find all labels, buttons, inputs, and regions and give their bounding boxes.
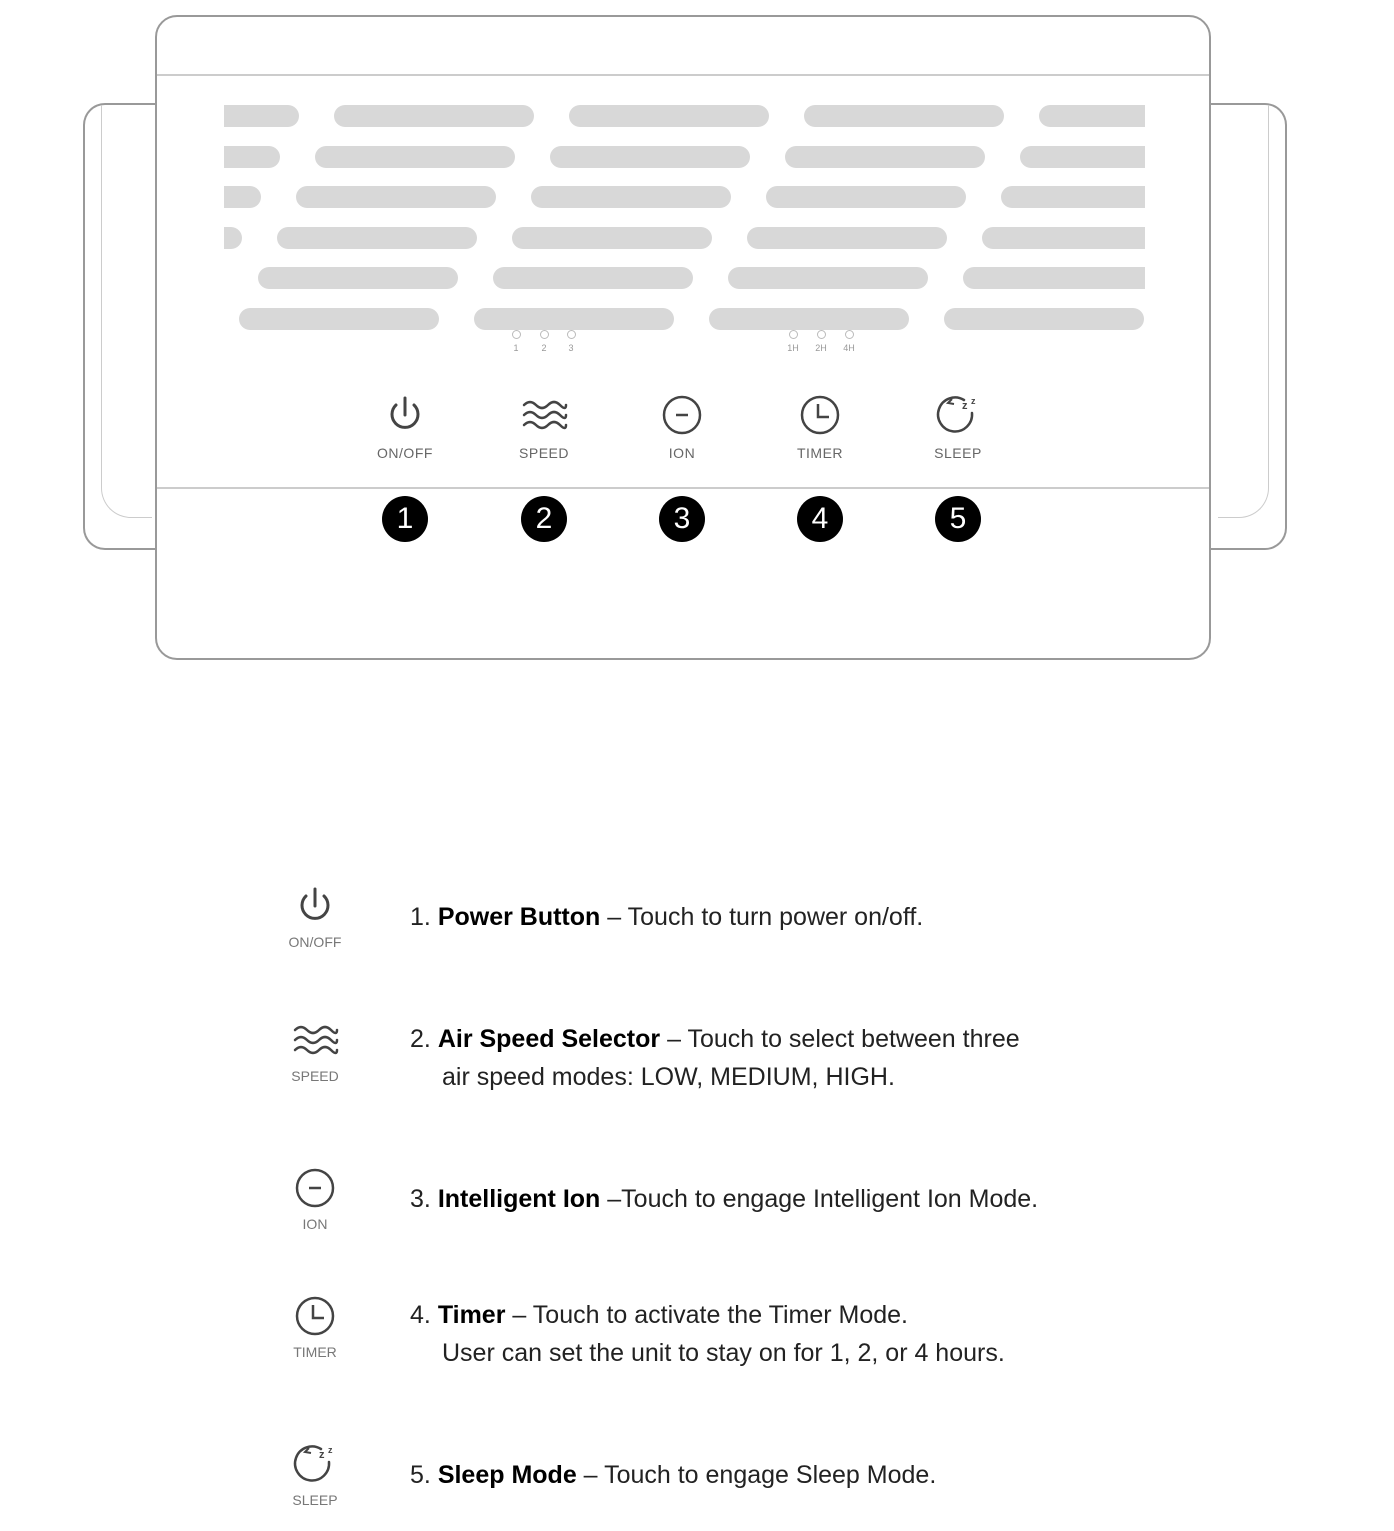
vent-slot (334, 105, 534, 127)
ion-icon (660, 393, 704, 437)
vent-slot (512, 227, 712, 249)
ion-button[interactable] (622, 393, 742, 461)
purifier-panel (155, 15, 1211, 660)
legend-icon-label: SLEEP (292, 1492, 338, 1508)
item-desc: – Touch to select between three (660, 1025, 1020, 1053)
timer-led-1h: 1H (783, 330, 803, 353)
vent-slot (493, 267, 693, 289)
power-icon (293, 884, 337, 928)
vent-slot (982, 227, 1145, 249)
number-badge: 2 (521, 496, 567, 542)
vent-slot (569, 105, 769, 127)
item-number: 1. (410, 903, 431, 931)
vent-slot (785, 146, 985, 168)
vent-slot (224, 186, 261, 208)
button-label: SPEED (519, 445, 569, 461)
speed-led-2: 2 (534, 330, 554, 353)
sleep-button[interactable] (898, 393, 1018, 461)
speed-led-1: 1 (506, 330, 526, 353)
legend-icon-group (270, 884, 360, 950)
speed-button[interactable] (484, 393, 604, 461)
legend-description (410, 1180, 1038, 1218)
number-badge: 4 (797, 496, 843, 542)
vent-slot (963, 267, 1145, 289)
vent-slot (550, 146, 750, 168)
item-number: 4. (410, 1301, 431, 1329)
vent-slot (728, 267, 928, 289)
vent-slot (258, 267, 458, 289)
legend-icon-group (270, 1442, 360, 1508)
item-desc: – Touch to turn power on/off. (600, 903, 924, 931)
svg-text:z: z (971, 396, 976, 406)
speed-led-3: 3 (561, 330, 581, 353)
timer-led-2h: 2H (811, 330, 831, 353)
vent-slot (224, 227, 242, 249)
vent-slot (766, 186, 966, 208)
legend-icon-label: ON/OFF (288, 934, 342, 950)
vent-slot (296, 186, 496, 208)
legend-icon-label: SPEED (291, 1068, 339, 1084)
item-title: Power Button (437, 903, 601, 931)
item-title: Air Speed Selector (437, 1025, 661, 1053)
item-number: 5. (410, 1461, 431, 1489)
sleep-icon (291, 1442, 339, 1486)
item-desc: – Touch to activate the Timer Mode. (505, 1301, 908, 1329)
button-label: ON/OFF (377, 445, 433, 461)
svg-text:z: z (962, 400, 968, 412)
vent-slot (1001, 186, 1145, 208)
vent-slot (224, 105, 299, 127)
vent-slot (224, 146, 280, 168)
legend-icon-group (270, 1018, 360, 1084)
power-icon (383, 393, 427, 437)
vent-slot (474, 308, 674, 330)
item-number: 3. (410, 1185, 431, 1213)
number-badge: 3 (659, 496, 705, 542)
vent-slot (1020, 146, 1145, 168)
item-title: Timer (437, 1301, 506, 1329)
sleep-icon (934, 393, 982, 437)
legend-description (410, 1020, 1020, 1096)
timer-icon (798, 393, 842, 437)
item-number: 2. (410, 1025, 431, 1053)
item-title: Intelligent Ion (437, 1185, 601, 1213)
number-badge: 1 (382, 496, 428, 542)
number-badge: 5 (935, 496, 981, 542)
vent-slot (531, 186, 731, 208)
power-button[interactable] (345, 393, 465, 461)
legend-description (410, 1456, 936, 1494)
legend-icon-group (270, 1294, 360, 1360)
legend-icon-group (270, 1166, 360, 1232)
legend-description (410, 898, 923, 936)
timer-led-4h: 4H (839, 330, 859, 353)
item-desc: – Touch to engage Sleep Mode. (576, 1461, 937, 1489)
svg-text:z: z (319, 1449, 325, 1461)
item-desc-cont: air speed modes: LOW, MEDIUM, HIGH. (442, 1063, 895, 1091)
vent-slot (1039, 105, 1145, 127)
vent-slot (944, 308, 1144, 330)
timer-icon (293, 1294, 337, 1338)
item-desc: –Touch to engage Intelligent Ion Mode. (600, 1185, 1039, 1213)
legend-icon-label: TIMER (293, 1344, 337, 1360)
button-label: TIMER (796, 445, 844, 461)
legend-description (410, 1296, 1005, 1372)
button-label: SLEEP (934, 445, 982, 461)
vent-slot (709, 308, 909, 330)
svg-text:z: z (328, 1445, 333, 1455)
vent-slot (747, 227, 947, 249)
legend-icon-label: ION (302, 1216, 328, 1232)
vent-slot (315, 146, 515, 168)
divider (157, 74, 1209, 76)
button-label: ION (668, 445, 696, 461)
speed-icon (291, 1018, 339, 1062)
item-desc-cont: User can set the unit to stay on for 1, 2, or 4 hours. (442, 1339, 1005, 1367)
divider (157, 487, 1209, 489)
timer-button[interactable] (760, 393, 880, 461)
speed-icon (520, 393, 568, 437)
air-vents (224, 105, 1145, 345)
vent-slot (277, 227, 477, 249)
vent-slot (239, 308, 439, 330)
ion-icon (293, 1166, 337, 1210)
vent-slot (804, 105, 1004, 127)
item-title: Sleep Mode (437, 1461, 577, 1489)
